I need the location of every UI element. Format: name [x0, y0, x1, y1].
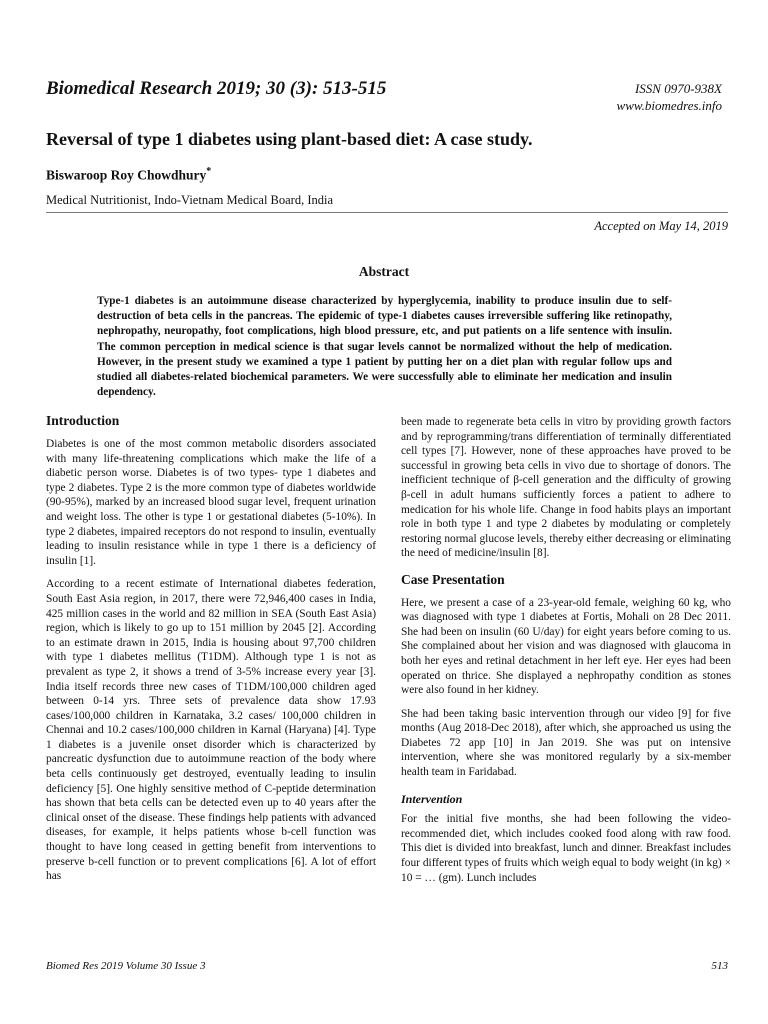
- author-name-text: Biswaroop Roy Chowdhury: [46, 167, 207, 183]
- case-presentation-heading: Case Presentation: [401, 571, 505, 587]
- intro-paragraph-2: According to a recent estimate of International diabetes federation, South East Asia region, in 2017, there were 72,946,400 cases in India, 425 million cases in the world and 82 million in SEA (South East Asia) region, which is likely to go up to 151 million by 2045 [2]. According to an estimate drawn in 2015, India is housing about 97,700 children with type 1 diabetes mellitus (T1DM). Although type 1 is not as prevalent as type 2, it shows a trend of 3-5% increase every year [3]. India itself records three new cases of T1DM/100,000 children aged between 0-14 yrs. Three sets of prevalence data show 17.93 cases/100,000 children in Karnataka, 3.2 cases/ 100,000 children in Chennai and 10.2 cases/100,000 children in Karnal (Haryana) [4]. Type 1 diabetes is a juvenile onset disorder which is characterized by pancreatic dysfunction due to autoimmune reaction of the body where beta cells continuously get destroyed, eventually leading to insulin deficiency [5]. One highly sensitive method of C-peptide determination has shown that beta cells can be detected even up to 40 years after the clinical onset of the disease. These findings help patients with advanced diseases, for example, it helps patients whose b-cell function was thought to have long ceased in getting benefit from interventions to preserve b-cell function or to prevent complications [6]. A lot of effort has: [46, 578, 376, 883]
- case-paragraph-2: She had been taking basic intervention through our video [9] for five months (Aug 2018-Dec 2018), after which, she approached us using the Diabetes 72 app [10] in Jan 2019. She was put on intensive intervention, where she was monitored regularly by a six-member health team in Faridabad.: [401, 707, 731, 779]
- intervention-paragraph-1: For the initial five months, she had been following the video-recommended diet, which includes cooked food along with raw food. This diet is divided into breakfast, lunch and dinner. Breakfast includes four different types of fruits which weigh equal to body weight (in kg) × 10 = … (gm). Lunch includes: [401, 813, 731, 884]
- issn-block: [617, 80, 722, 114]
- journal-title: Biomedical Research 2019; 30 (3): 513-515: [46, 78, 387, 99]
- intervention-heading: Intervention: [401, 791, 463, 806]
- author-name: [46, 166, 211, 184]
- accepted-date: Accepted on May 14, 2019: [594, 219, 728, 233]
- abstract-text: Type-1 diabetes is an autoimmune disease characterized by hyperglycemia, inability to produce insulin due to self-destruction of beta cells in the pancreas. The epidemic of type-1 diabetes causes irreversible suffering like retinopathy, nephropathy, neuropathy, foot complications, high blood pressure, etc, and put patients on a life sentence with insulin. The common perception in medical science is that sugar levels cannot be normalized without the help of medication. However, in the present study we examined a type 1 patient by putting her on a diet plan with regular follow ups and studied all diabetes-related biochemical parameters. We were successfully able to eliminate her medication and insulin dependency.: [97, 295, 672, 399]
- intro-paragraph-1: Diabetes is one of the most common metabolic disorders associated with many life-threatening complications which make the life of a diabetic person worse. Diabetes is of two types- type 1 diabetes and type 2 diabetes. Type 2 is the more common type of diabetes worldwide (90-95%), marked by an increased blood sugar level, frequent urination and weight loss. The other is type 1 or gestational diabetes (5-10%). In type 2 diabetes, impaired receptors do not respond to insulin, eventually leading to insulin resistance while in type 1 there is a deficiency of insulin [1].: [46, 438, 376, 567]
- case-paragraph-1: Here, we present a case of a 23-year-old female, weighing 60 kg, who was diagnosed with type 1 diabetes at Fortis, Mohali on 28 Dec 2011. She had been on insulin (60 U/day) for eight years before coming to us. She complained about her vision and was diagnosed with glaucoma in both her eyes and retinal detachment in her left eye. Her eyes had been operated on thrice. She displayed a nephropathy condition as stones were also found in her kidney.: [401, 596, 731, 697]
- abstract-heading: Abstract: [358, 264, 410, 279]
- page-number: 513: [711, 960, 728, 972]
- author-affiliation: Medical Nutritionist, Indo-Vietnam Medical Board, India: [46, 193, 334, 207]
- right-column: [401, 415, 731, 894]
- intro-paragraph-3: been made to regenerate beta cells in vitro by providing growth factors and by reprogramming/trans differentiation of terminally differentiated cell types [7]. However, none of these approaches have proved to be successful in growing beta cells in vivo due to shortage of donors. The inefficient technique of β-cell generation and the difficulty of growing β-cell in adult humans sufficiently forces a patient to adhere to medication for his whole life. Change in food habits plays an important role in both type 1 and type 2 diabetes by modulating or completely restoring normal glucose levels, thereby either decreasing or eliminating the need of medicine/insulin [8].: [401, 416, 731, 560]
- author-mark: *: [206, 166, 212, 177]
- footer-citation: Biomed Res 2019 Volume 30 Issue 3: [46, 960, 206, 972]
- journal-website[interactable]: www.biomedres.info: [616, 98, 722, 113]
- introduction-heading: Introduction: [46, 413, 120, 428]
- article-title: Reversal of type 1 diabetes using plant-based diet: A case study.: [46, 129, 533, 149]
- divider-top: [46, 212, 728, 213]
- left-column: [46, 437, 376, 893]
- issn-number: ISSN 0970-938X: [634, 81, 722, 96]
